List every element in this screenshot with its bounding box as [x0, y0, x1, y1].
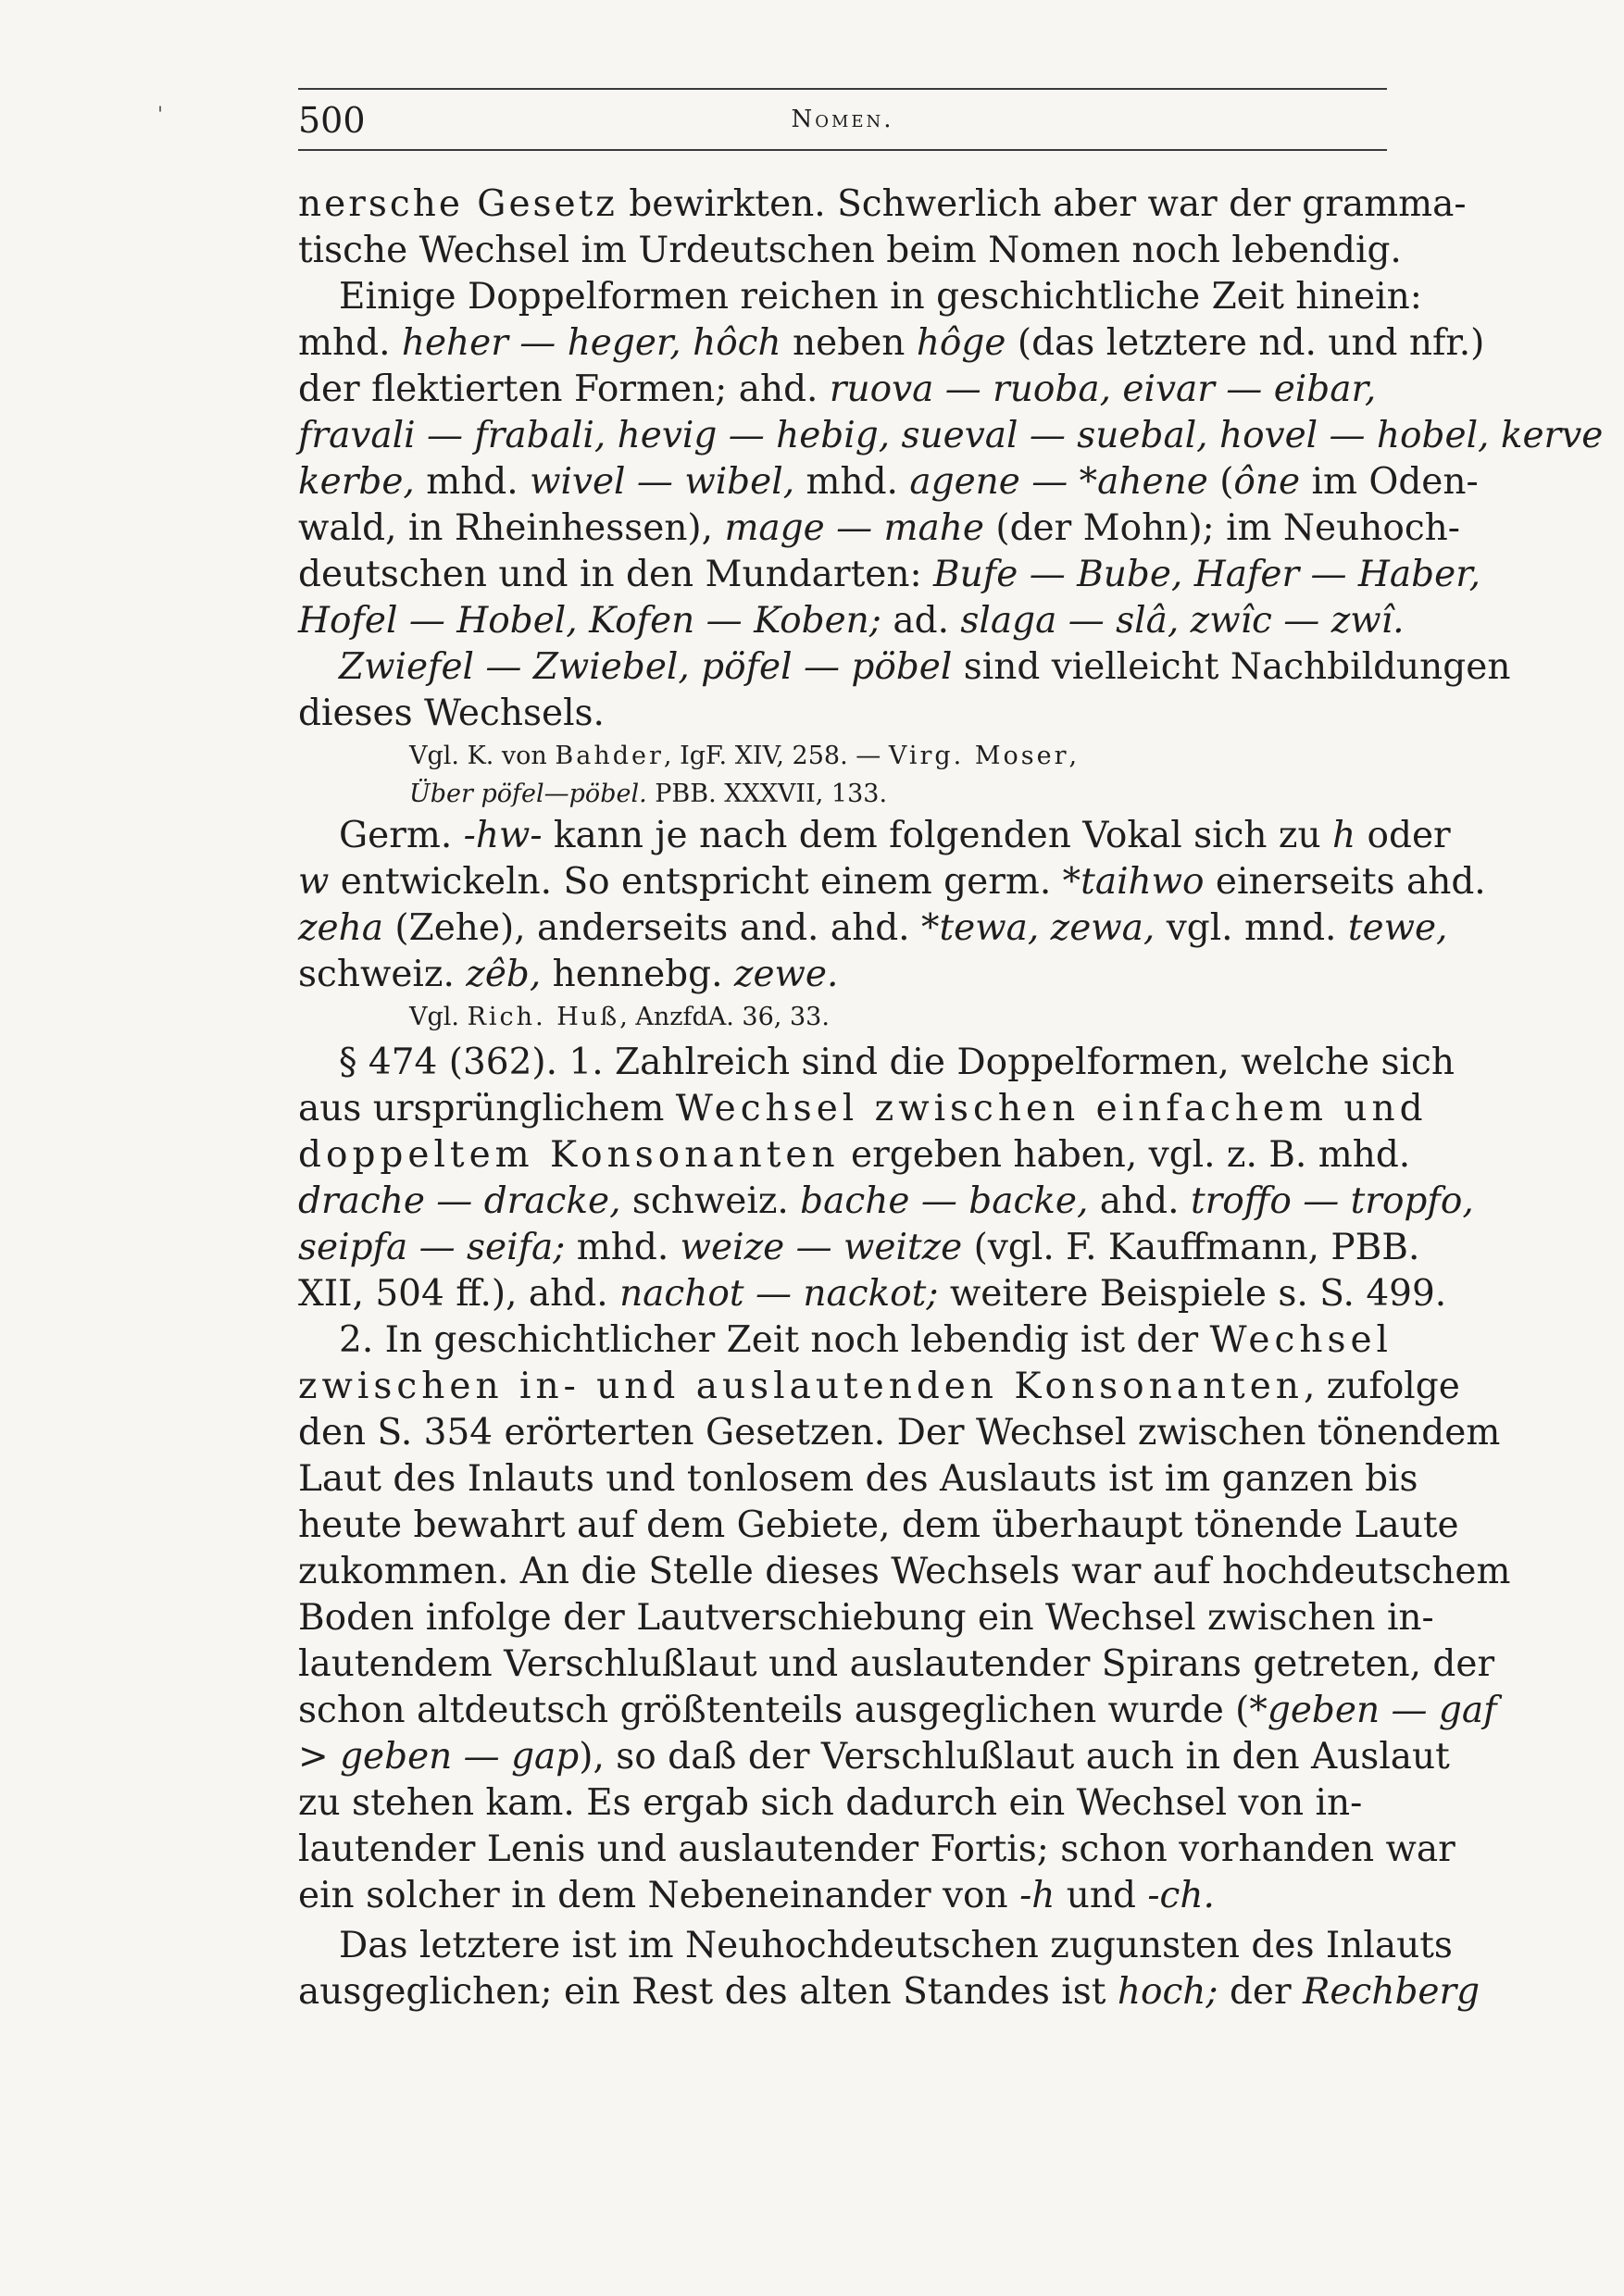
text-line — [298, 1503, 1459, 1549]
italic-segment: drache — dracke, — [298, 1180, 621, 1222]
italic-segment: Rechberg — [1303, 1971, 1480, 2013]
text-segment: zu stehen kam. Es ergab sich dadurch ein Wechsel von in- — [298, 1782, 1363, 1824]
italic-segment: *geben — gaf — [1249, 1690, 1497, 1731]
spaced-segment: Wechsel — [1209, 1319, 1393, 1361]
italic-segment: fravali — frabali, hevig — hebig, sueval — suebal, hovel — hobel, kerve — [298, 415, 1604, 456]
italic-segment: hoch; — [1117, 1971, 1218, 2013]
text-segment: tische Wechsel im Urdeutschen beim Nomen noch lebendig. — [298, 230, 1402, 271]
text-segment: lautendem Verschlußlaut und auslautender Spirans getreten, der — [298, 1643, 1495, 1685]
text-segment: schon altdeutsch größtenteils ausgeglichen wurde ( — [298, 1690, 1250, 1731]
italic-segment: slaga — slâ, zwîc — zwî. — [960, 600, 1405, 642]
text-segment: XII, 504 ff.), ahd. — [298, 1273, 620, 1315]
text-line — [298, 952, 1414, 998]
text-line — [298, 598, 1414, 644]
text-segment: sind vielleicht Nachbildungen — [952, 646, 1511, 688]
text-segment: bewirkten. Schwerlich aber war der gramma- — [617, 183, 1467, 225]
text-segment: vgl. mnd. — [1155, 907, 1348, 949]
stray-mark: ' — [157, 104, 164, 127]
text-segment: Boden infolge der Lautverschiebung ein Wechsel zwischen in- — [298, 1597, 1434, 1639]
text-segment: oder — [1355, 815, 1451, 856]
text-segment: mhd. — [794, 461, 910, 503]
text-line — [298, 1873, 1414, 1919]
text-line — [298, 181, 1467, 228]
italic-segment: weize — weitze — [680, 1227, 963, 1268]
italic-segment: troffo — tropfo, — [1190, 1180, 1474, 1222]
italic-segment: agene — *ahene — [909, 461, 1208, 503]
footnote-line — [298, 998, 1414, 1036]
text-segment: lautender Lenis und auslautender Fortis; schon vorhanden war — [298, 1828, 1455, 1870]
text-segment: PBB. XXXVII, 133. — [646, 780, 888, 808]
text-line — [298, 1688, 1497, 1734]
text-line — [298, 813, 1451, 859]
italic-segment: tewe, — [1347, 907, 1448, 949]
text-line — [298, 644, 1511, 691]
spaced-segment: zwischen in- und auslautenden Konsonanten — [298, 1366, 1304, 1407]
text-line — [298, 1271, 1447, 1317]
text-segment: Vgl. K. von — [409, 742, 556, 770]
text-segment: entwickeln. So entspricht einem germ. — [329, 861, 1063, 903]
italic-segment: bache — backe, — [800, 1180, 1089, 1222]
text-line — [298, 1132, 1414, 1179]
text-line — [298, 1780, 1414, 1827]
text-segment: (vgl. F. Kauffmann, PBB. — [962, 1227, 1420, 1268]
text-line — [298, 274, 1422, 320]
italic-segment: h — [1331, 815, 1356, 856]
italic-segment: *tewa, zewa, — [920, 907, 1156, 949]
running-title: Nomen. — [791, 106, 894, 133]
footnote-line — [298, 737, 1414, 775]
text-segment: neben — [781, 322, 917, 364]
text-segment: Vgl. — [409, 1003, 468, 1031]
italic-segment: Hofel — Hobel, Kofen — Koben; — [298, 600, 881, 642]
text-segment: (das letztere nd. und nfr.) — [1006, 322, 1485, 364]
spaced-segment: doppeltem Konsonanten — [298, 1134, 840, 1176]
text-segment: ), so daß der Verschlußlaut auch in den Auslaut — [579, 1736, 1450, 1778]
text-line — [298, 1969, 1480, 2015]
italic-segment: -hw- — [463, 815, 543, 856]
text-segment: kann je nach dem folgenden Vokal sich zu — [542, 815, 1332, 856]
text-segment: zukommen. An die Stelle dieses Wechsels war auf hochdeutschem — [298, 1551, 1511, 1592]
italic-segment: ône — [1233, 461, 1301, 503]
italic-segment: heher — heger, hôch — [401, 322, 781, 364]
text-segment: ein solcher in dem Nebeneinander von — [298, 1875, 1020, 1916]
text-line — [298, 413, 1604, 459]
text-segment: ahd. — [1088, 1180, 1191, 1222]
text-segment: und — [1055, 1875, 1148, 1916]
italic-segment: wivel — wibel, — [530, 461, 795, 503]
text-line — [298, 1086, 1428, 1132]
text-line — [298, 905, 1448, 952]
text-segment: 2. In geschichtlicher Zeit noch lebendig ist der — [339, 1319, 1210, 1361]
italic-segment: Über pöfel—pöbel. — [409, 780, 647, 808]
italic-segment: hôge — [916, 322, 1006, 364]
text-segment: im Oden- — [1300, 461, 1479, 503]
text-segment: wald, in Rheinhessen), — [298, 507, 725, 549]
text-line — [298, 505, 1460, 552]
text-segment: hennebg. — [541, 954, 734, 995]
text-line — [298, 1225, 1420, 1271]
italic-segment: zeha — [298, 907, 383, 949]
text-segment: , zufolge — [1303, 1366, 1460, 1407]
italic-segment: nachot — nackot; — [619, 1273, 939, 1315]
text-segment: aus ursprünglichem — [298, 1088, 676, 1129]
text-segment: , AnzfdA. 36, 33. — [619, 1003, 830, 1031]
spaced-segment: Rich. Huß — [467, 1003, 620, 1031]
header-bottom-rule — [298, 149, 1387, 151]
page-body — [298, 181, 1604, 2015]
italic-segment: *taihwo — [1062, 861, 1205, 903]
text-segment: weitere Beispiele s. S. 499. — [938, 1273, 1447, 1315]
spaced-segment: nersche Gesetz — [298, 183, 618, 225]
header-top-rule — [298, 88, 1387, 90]
text-segment: mhd. — [298, 322, 402, 364]
text-segment: Das letztere ist im Neuhochdeutschen zugunsten des Inlauts — [339, 1925, 1453, 1966]
text-line — [298, 459, 1479, 505]
text-segment: Laut des Inlauts und tonlosem des Auslauts ist im ganzen bis — [298, 1458, 1418, 1500]
spaced-segment: Wechsel zwischen einfachem und — [675, 1088, 1428, 1129]
text-segment: ( — [1207, 461, 1234, 503]
text-segment: (der Mohn); im Neuhoch- — [983, 507, 1460, 549]
text-line — [298, 1179, 1474, 1225]
text-line — [298, 320, 1485, 367]
page-number: 500 — [298, 100, 366, 141]
text-segment: mhd. — [414, 461, 531, 503]
text-segment: schweiz. — [298, 954, 467, 995]
text-segment: (Zehe), anderseits and. ahd. — [383, 907, 921, 949]
italic-segment: seipfa — seifa; — [298, 1227, 566, 1268]
italic-segment: w — [298, 861, 330, 903]
text-segment: ergeben haben, vgl. z. B. mhd. — [839, 1134, 1411, 1176]
text-segment: deutschen und in den Mundarten: — [298, 554, 933, 595]
text-line — [298, 1923, 1453, 1969]
running-header — [298, 100, 1387, 141]
italic-segment: geben — gap — [340, 1736, 580, 1778]
text-segment: , IgF. XIV, 258. — — [663, 742, 889, 770]
text-segment: Einige Doppelformen reichen in geschichtliche Zeit hinein: — [339, 276, 1422, 318]
text-line — [298, 1410, 1501, 1456]
text-line — [298, 1317, 1414, 1364]
text-segment: > — [298, 1736, 341, 1778]
text-line — [298, 859, 1486, 905]
text-segment: der flektierten Formen; ahd. — [298, 368, 830, 410]
text-segment: § 474 (362). 1. Zahlreich sind die Doppelformen, welche sich — [339, 1042, 1455, 1083]
text-line — [298, 228, 1414, 274]
text-segment: ad. — [881, 600, 961, 642]
text-segment: der — [1218, 1971, 1304, 2013]
italic-segment: Bufe — Bube, Hafer — Haber, — [933, 554, 1480, 595]
text-line — [298, 552, 1480, 598]
spaced-segment: Bahder — [555, 742, 664, 770]
italic-segment: zêb, — [466, 954, 542, 995]
italic-segment: mage — mahe — [724, 507, 984, 549]
text-segment: ausgeglichen; ein Rest des alten Standes ist — [298, 1971, 1118, 2013]
text-segment: den S. 354 erörterten Gesetzen. Der Wechsel zwischen tönendem — [298, 1412, 1501, 1454]
text-line — [298, 1364, 1460, 1410]
text-segment: Germ. — [339, 815, 464, 856]
italic-segment: zewe. — [733, 954, 839, 995]
text-line — [298, 1595, 1434, 1641]
italic-segment: kerbe, — [298, 461, 415, 503]
text-line — [298, 1549, 1511, 1595]
text-segment: mhd. — [565, 1227, 681, 1268]
text-segment: dieses Wechsels. — [298, 693, 605, 734]
text-segment: , — [1068, 742, 1078, 770]
italic-segment: Zwiefel — Zwiebel, pöfel — pöbel — [339, 646, 953, 688]
italic-segment: -ch. — [1147, 1875, 1215, 1916]
italic-segment: -h — [1019, 1875, 1056, 1916]
spaced-segment: Virg. Moser — [888, 742, 1069, 770]
text-line — [298, 367, 1414, 413]
text-line — [298, 691, 1414, 737]
text-segment: heute bewahrt auf dem Gebiete, dem überhaupt tönende Laute — [298, 1504, 1459, 1546]
text-line — [298, 1827, 1455, 1873]
italic-segment: ruova — ruoba, eivar — eibar, — [829, 368, 1377, 410]
text-segment: einerseits ahd. — [1204, 861, 1486, 903]
text-line — [298, 1040, 1455, 1086]
text-line — [298, 1734, 1450, 1780]
text-segment: schweiz. — [620, 1180, 801, 1222]
text-line — [298, 1456, 1418, 1503]
text-line — [298, 1641, 1495, 1688]
footnote-line — [298, 775, 1414, 813]
